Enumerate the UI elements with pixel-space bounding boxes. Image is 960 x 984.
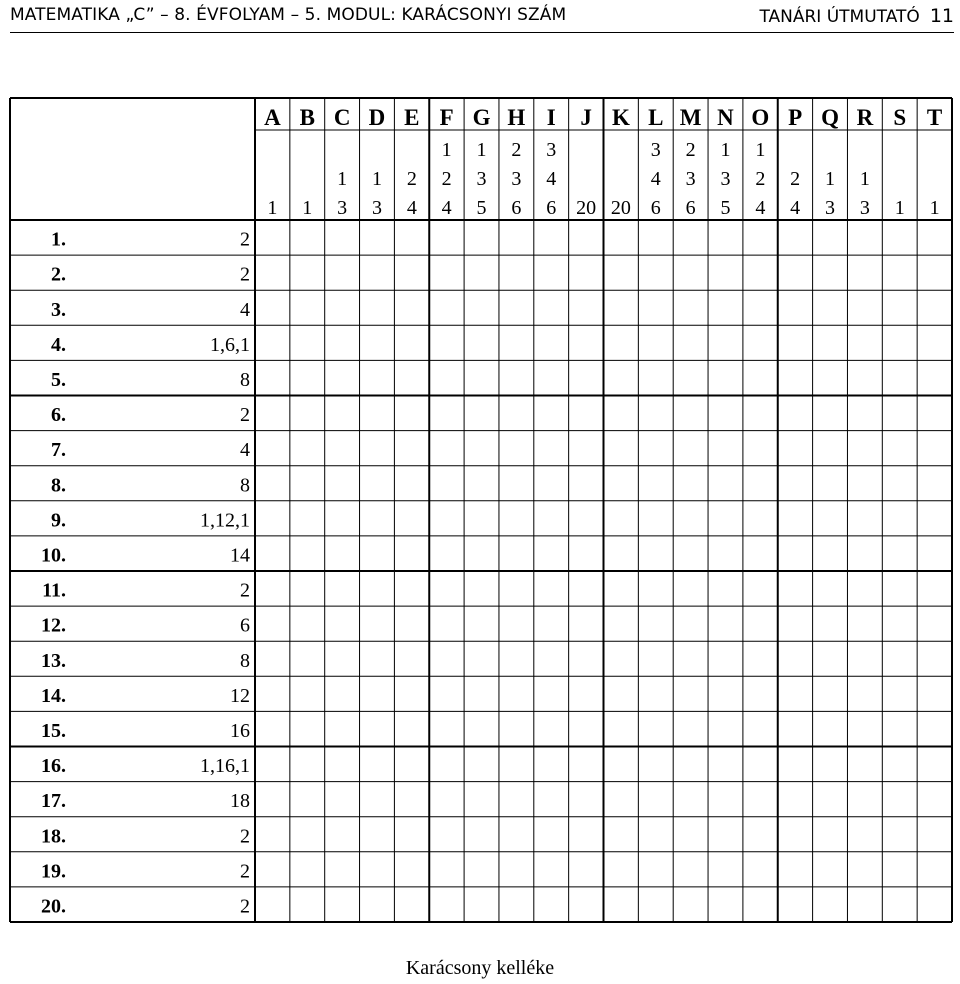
row-label: 7.: [51, 439, 66, 462]
row-clue: 12: [230, 684, 250, 707]
row-label: 6.: [51, 404, 66, 427]
column-clue-number: 5: [720, 197, 731, 219]
column-clue-number: 4: [790, 197, 801, 219]
row-clue: 1,12,1: [200, 509, 250, 532]
row-clue: 2: [240, 895, 250, 918]
row-label: 14.: [41, 684, 66, 707]
row-clue: 2: [240, 263, 250, 286]
column-clue-number: 1: [825, 168, 836, 190]
row-label: 3.: [51, 298, 66, 321]
column-letter: M: [679, 105, 702, 130]
column-clue-number: 6: [511, 197, 522, 219]
column-clue-number: 4: [755, 197, 766, 219]
column-clue-number: 6: [685, 197, 696, 219]
column-clue-number: 2: [511, 139, 522, 161]
row-clue: 2: [240, 825, 250, 848]
row-clue: 16: [230, 719, 250, 742]
row-clue: 2: [240, 860, 250, 883]
row-label: 15.: [41, 719, 66, 742]
row-label: 5.: [51, 368, 66, 391]
column-letter: L: [648, 105, 664, 130]
header-title: MATEMATIKA „C” – 8. ÉVFOLYAM – 5. MODUL: KARÁCSONYI SZÁM: [10, 5, 567, 25]
column-letter: K: [611, 105, 630, 130]
column-clue-number: 2: [685, 139, 696, 161]
column-clue-number: 3: [825, 197, 836, 219]
column-clue-number: 1: [894, 197, 905, 219]
column-clue-number: 2: [406, 168, 417, 190]
row-label: 20.: [41, 895, 66, 918]
row-label: 4.: [51, 333, 66, 356]
row-clue: 4: [240, 298, 250, 321]
column-letter: E: [404, 105, 420, 130]
column-clue-number: 3: [685, 168, 696, 190]
column-letter: T: [926, 105, 943, 130]
column-clue-number: 1: [337, 168, 348, 190]
column-clue-number: 4: [546, 168, 557, 190]
column-clue-number: 3: [650, 139, 661, 161]
column-letter: N: [717, 105, 734, 130]
column-clue-number: 3: [546, 139, 557, 161]
row-label: 9.: [51, 509, 66, 532]
column-clue-number: 3: [337, 197, 348, 219]
column-letter: C: [333, 105, 351, 130]
row-label: 1.: [51, 228, 66, 251]
column-clue-number: 1: [720, 139, 731, 161]
column-letter: G: [472, 105, 491, 130]
column-letter: Q: [821, 105, 839, 130]
row-label: 8.: [51, 474, 66, 497]
row-label: 16.: [41, 755, 66, 778]
column-letter: D: [368, 105, 386, 130]
column-letter: A: [264, 105, 281, 130]
row-label: 11.: [42, 579, 66, 602]
row-clue: 2: [240, 228, 250, 251]
column-clue-number: 6: [546, 197, 557, 219]
column-clue-number: 1: [441, 139, 452, 161]
column-clue-number: 3: [476, 168, 487, 190]
row-clue: 4: [240, 439, 250, 462]
column-clue-number: 4: [650, 168, 661, 190]
row-label: 17.: [41, 790, 66, 813]
row-clue: 6: [240, 614, 250, 637]
column-letter: P: [788, 105, 803, 130]
page-number: 11: [929, 5, 954, 27]
column-clue-number: 3: [859, 197, 870, 219]
column-letter: O: [751, 105, 770, 130]
row-label: 12.: [41, 614, 66, 637]
column-clue-number: 1: [755, 139, 766, 161]
column-clue-number: 6: [650, 197, 661, 219]
column-letter: J: [580, 105, 592, 130]
column-letter: R: [856, 105, 874, 130]
column-letter: S: [893, 105, 907, 130]
column-clue-number: 3: [511, 168, 522, 190]
row-label: 18.: [41, 825, 66, 848]
row-clue: 2: [240, 579, 250, 602]
column-clue-number: 3: [720, 168, 731, 190]
row-clue: 18: [230, 790, 250, 813]
puzzle-caption: Karácsony kelléke: [405, 957, 555, 979]
column-clue-number: 20: [610, 197, 631, 219]
column-clue-number: 1: [371, 168, 382, 190]
column-clue-number: 4: [441, 197, 452, 219]
column-clue-number: 1: [929, 197, 940, 219]
column-letter: H: [507, 105, 526, 130]
row-label: 19.: [41, 860, 66, 883]
row-clue: 1,16,1: [200, 755, 250, 778]
column-clue-number: 1: [476, 139, 487, 161]
column-clue-number: 20: [576, 197, 597, 219]
row-label: 13.: [41, 649, 66, 672]
column-clue-number: 1: [267, 197, 278, 219]
row-clue: 8: [240, 474, 250, 497]
column-clue-number: 2: [441, 168, 452, 190]
row-label: 10.: [41, 544, 66, 567]
header-guide-label: TANÁRI ÚTMUTATÓ: [759, 7, 920, 27]
row-clue: 8: [240, 368, 250, 391]
column-clue-number: 3: [371, 197, 382, 219]
column-letter: F: [439, 105, 454, 130]
column-clue-number: 2: [790, 168, 801, 190]
row-clue: 14: [230, 544, 250, 567]
column-clue-number: 1: [859, 168, 870, 190]
row-clue: 2: [240, 404, 250, 427]
row-label: 2.: [51, 263, 66, 286]
column-letter: I: [546, 105, 556, 130]
column-clue-number: 1: [302, 197, 313, 219]
row-clue: 1,6,1: [210, 333, 250, 356]
column-letter: B: [299, 105, 315, 130]
column-clue-number: 5: [476, 197, 487, 219]
row-clue: 8: [240, 649, 250, 672]
column-clue-number: 4: [406, 197, 417, 219]
column-clue-number: 2: [755, 168, 766, 190]
